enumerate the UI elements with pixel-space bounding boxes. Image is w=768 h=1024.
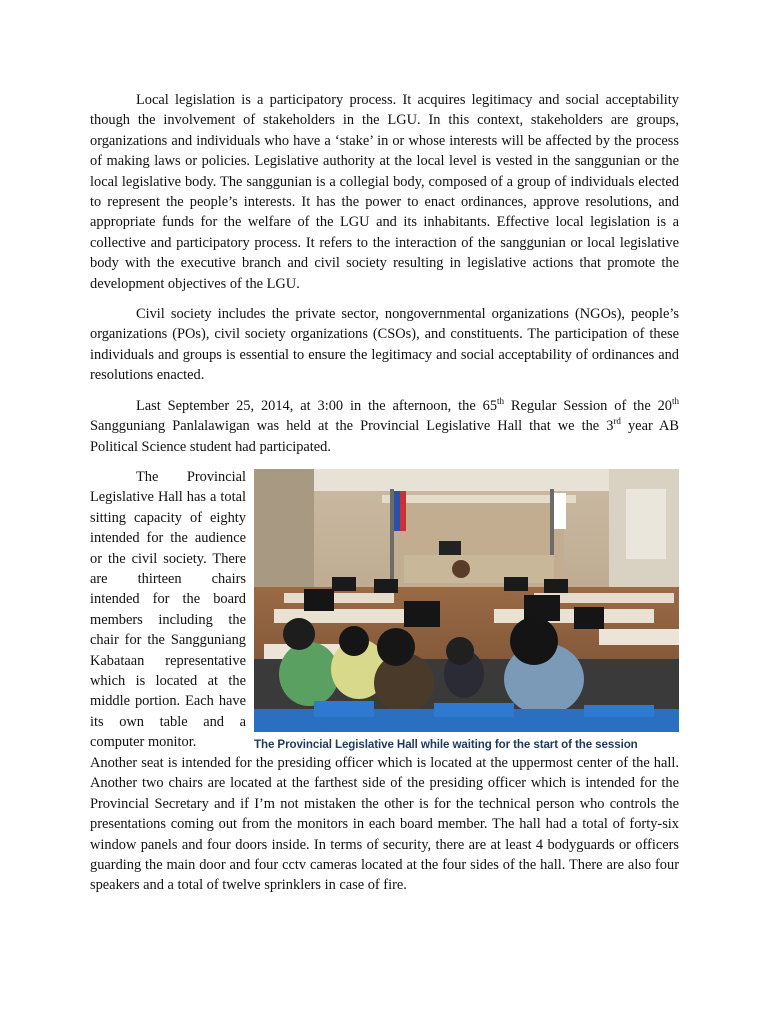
document-page xyxy=(90,90,679,896)
session-text-2: Regular Session of the 20 xyxy=(504,397,672,414)
paragraph-local-legislation: Local legislation is a participatory process. It acquires legitimacy and social acceptability though the involvement of stakeholders in the LGU. In this context, stakeholders are groups, organizations and individuals who have a ‘stake’ in or whose interests will be affected by the process of making laws or policies. Legislative authority at the local level is vested in the sanggunian or the local legislative body. The sanggunian is a collegial body, composed of a group of individuals elected to represent the people’s interests. It has the power to enact ordinances, approve resolutions, and appropriate funds for the welfare of the LGU and its inhabitants. Effective local legislation is a collective and participatory process. It refers to the interaction of the sanggunian or local legislative body with the executive branch and civil society resulting in legislative actions that promote the development objectives of the LGU. xyxy=(90,92,679,292)
ordinal-suffix: th xyxy=(671,395,679,406)
session-text-3: Sangguniang Panlalawigan was held at the Provincial Legislative Hall that we the 3 xyxy=(90,418,614,435)
hall-figure xyxy=(254,467,679,753)
session-text-1: Last September 25, 2014, at 3:00 in the afternoon, the 65 xyxy=(136,397,498,414)
ordinal-suffix: rd xyxy=(613,416,621,427)
figure-caption: The Provincial Legislative Hall while waiting for the start of the session xyxy=(254,737,638,751)
paragraph-hall-wrapped: The Provincial Legislative Hall has a total sitting capacity of eighty intended for the audience or the civil society. There are thirteen chairs intended for the board members including the chair for the Sangguniang Kabataan representative which is located at the middle portion. Each have its own table and a computer monitor. xyxy=(90,468,246,751)
legislative-hall-photo xyxy=(254,469,679,732)
session-text-4: year AB Political Science student had participated. xyxy=(90,418,680,455)
paragraph-civil-society: Civil society includes the private sector, nongovernmental organizations (NGOs), people’s organizations (POs), civil society organizations (CSOs), and constituents. The participation of these individuals and groups is essential to ensure the legitimacy and social acceptability of ordinances and resolutions enacted. xyxy=(90,306,679,384)
paragraph-hall-continued: Another seat is intended for the presiding officer which is located at the uppermost center of the hall. Another two chairs are located at the farthest side of the presiding officer which is intended for the Provincial Secretary and if I’m not mistaken the other is for the technical person who controls the presentations coming out from the monitors in each board member. The hall had a total of forty-six window panels and four doors inside. In terms of security, there are at least 4 bodyguards or officers guarding the main door and four cctv cameras located at the four sides of the hall. There are also four speakers and a total of twelve sprinklers in case of fire. xyxy=(90,754,679,894)
paragraph-session xyxy=(90,396,679,457)
ordinal-suffix: th xyxy=(497,395,505,406)
